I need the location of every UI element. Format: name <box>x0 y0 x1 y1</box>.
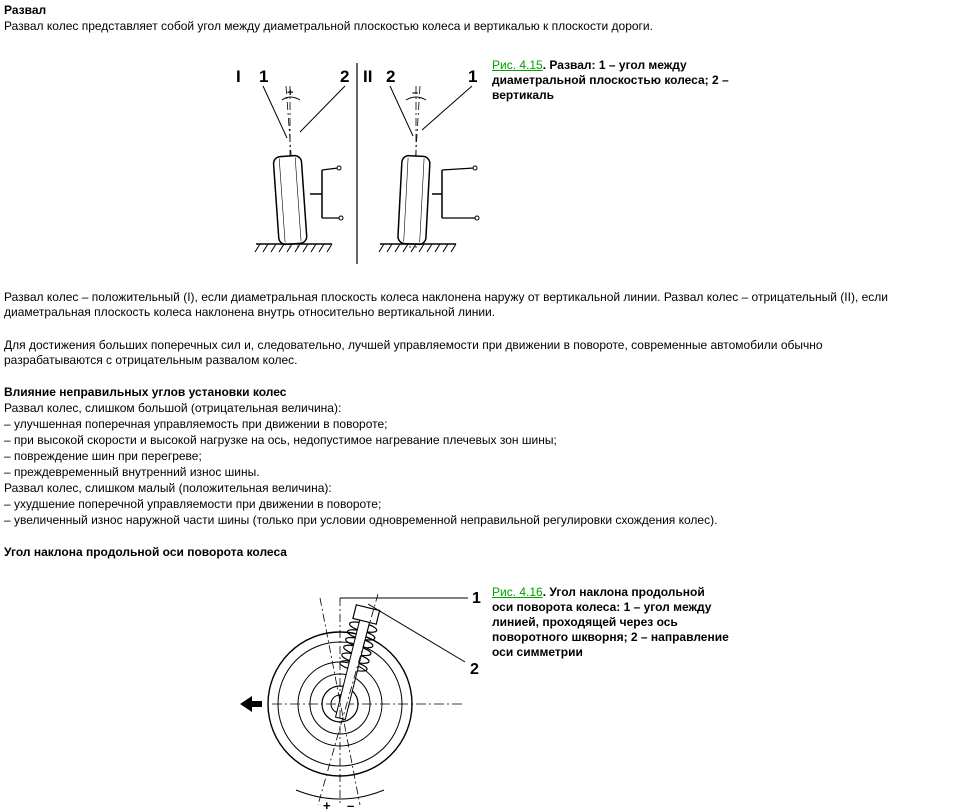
plus-sign-fig-4-16: + <box>323 798 331 810</box>
caption-4-16-line-4: поворотного шкворня; 2 – направление <box>492 630 729 644</box>
minus-sign-fig-4-16: – <box>347 798 355 810</box>
caption-4-16-line-3: линией, проходящей через ось <box>492 615 678 629</box>
minus-sign-panel-ii: – <box>412 87 419 99</box>
caption-4-16-line-2: оси поворота колеса: 1 – угол между <box>492 600 712 614</box>
label-2-panel-ii: 2 <box>386 67 396 86</box>
label-1-panel-i: 1 <box>259 67 269 86</box>
list-line-4: – повреждение шин при перегреве; <box>4 449 202 463</box>
intro-text: Развал колес представляет собой угол между диаметральной плоскостью колеса и вертикалью к плоскости дороги. <box>4 19 653 33</box>
list-line-6: Развал колес, слишком малый (положительная величина): <box>4 481 332 495</box>
caption-4-15-line-2: диаметральной плоскостью колеса; 2 – <box>492 73 729 87</box>
caption-4-15-line-1: . Развал: 1 – угол между <box>542 58 687 72</box>
figure-4-16-caption <box>492 585 729 660</box>
figure-4-15-caption <box>492 58 729 103</box>
list-line-5: – преждевременный внутренний износ шины. <box>4 465 260 479</box>
figure-4-15-camber-diagram <box>230 58 490 268</box>
para2-line-2: разрабатываются с отрицательным развалом колес. <box>4 353 298 367</box>
list-line-2: – улучшенная поперечная управляемость при движении в повороте; <box>4 417 388 431</box>
plus-sign-panel-i: + <box>287 87 294 99</box>
list-line-1: Развал колес, слишком большой (отрицательная величина): <box>4 401 342 415</box>
para1-line-2: диаметральная плоскость колеса наклонена внутрь относительно вертикальной линии. <box>4 305 496 319</box>
list-line-7: – ухудшение поперечной управляемости при движении в повороте; <box>4 497 382 511</box>
figure-4-16-link[interactable]: Рис. 4.16 <box>492 585 543 599</box>
panel-label-ii: II <box>363 67 373 86</box>
caption-4-15-line-3: вертикаль <box>492 88 554 102</box>
figure-4-15-link[interactable]: Рис. 4.15 <box>492 58 543 72</box>
para2-line-1: Для достижения больших поперечных сил и, следовательно, лучшей управляемости при движении в повороте, современные автомобили обычно <box>4 338 823 352</box>
section-title-incorrect-angles: Влияние неправильных углов установки колес <box>4 385 287 399</box>
section-title-kingpin: Угол наклона продольной оси поворота колеса <box>4 545 287 559</box>
section-title-camber: Развал <box>4 3 47 17</box>
caption-4-16-line-5: оси симметрии <box>492 645 583 659</box>
list-line-8: – увеличенный износ наружной части шины (только при условии одновременной неправильной регулировки схождения колес). <box>4 513 718 527</box>
label-1-fig-4-16: 1 <box>472 590 481 607</box>
label-2-panel-i: 2 <box>340 67 350 86</box>
figure-4-16-kingpin-diagram <box>230 580 490 810</box>
panel-label-i: I <box>236 67 241 86</box>
caption-4-16-line-1: . Угол наклона продольной <box>542 585 705 599</box>
para1-line-1: Развал колес – положительный (I), если диаметральная плоскость колеса наклонена наружу от вертикальной линии. Развал колес – отрицательный (II), если <box>4 290 888 304</box>
list-line-3: – при высокой скорости и высокой нагрузке на ось, недопустимое нагревание плечевых зон шины; <box>4 433 557 447</box>
label-2-fig-4-16: 2 <box>470 661 479 678</box>
label-1-panel-ii: 1 <box>468 67 478 86</box>
